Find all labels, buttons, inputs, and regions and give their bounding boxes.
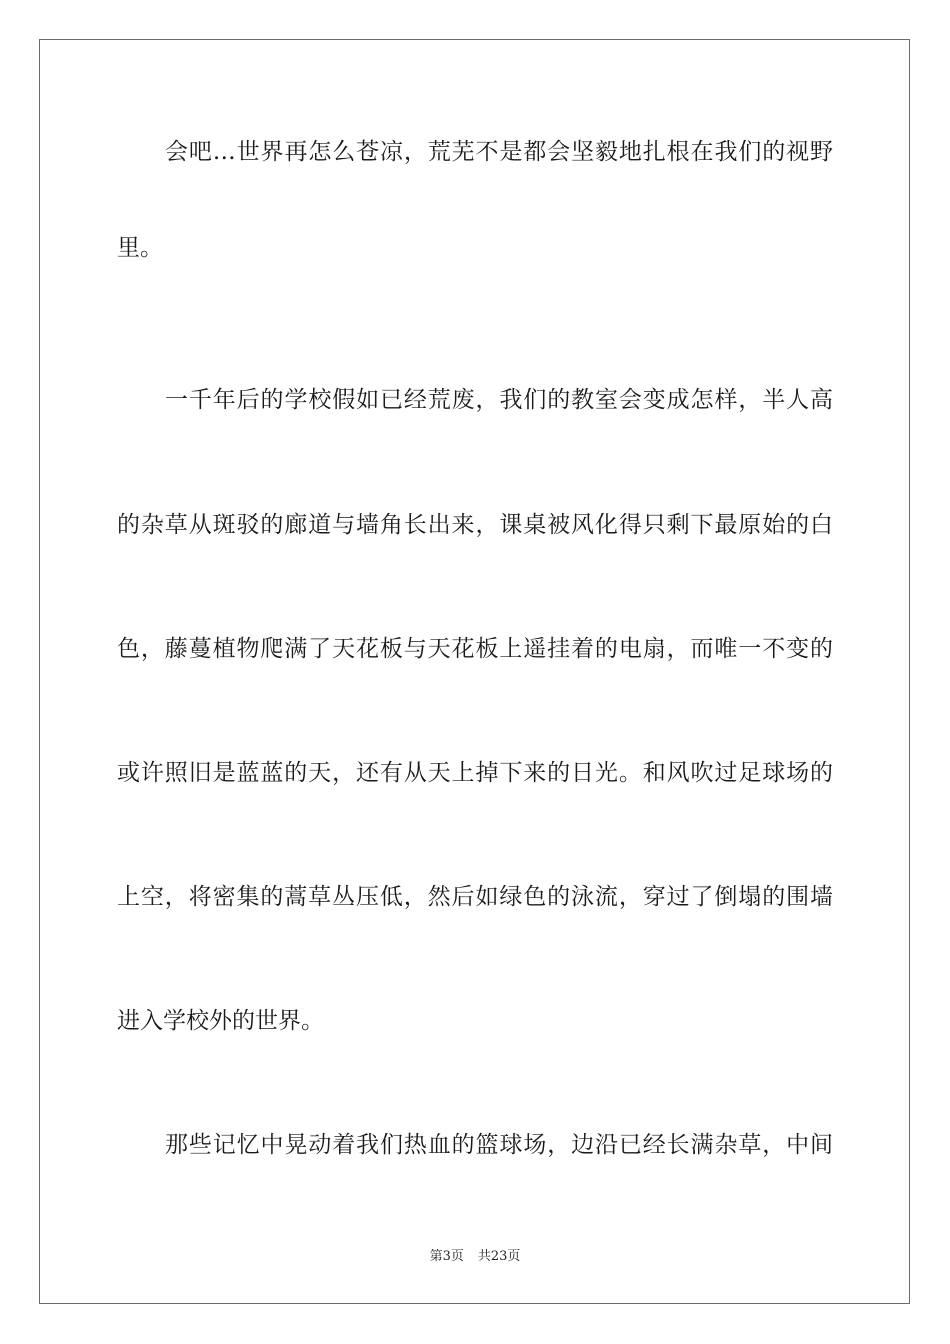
- paragraph-line: 色，藤蔓植物爬满了天花板与天花板上遥挂着的电扇，而唯一不变的: [117, 636, 833, 662]
- paragraph-line: 或许照旧是蓝蓝的天，还有从天上掉下来的日光。和风吹过足球场的: [117, 760, 833, 786]
- page-footer: [0, 1248, 950, 1266]
- paragraph-line: 那些记忆中晃动着我们热血的篮球场，边沿已经长满杂草，中间: [165, 1132, 833, 1158]
- page-number: 第3页: [429, 1249, 464, 1264]
- page-border: [39, 39, 910, 1304]
- page-total: 共23页: [477, 1249, 521, 1264]
- paragraph-line: 一千年后的学校假如已经荒废，我们的教室会变成怎样，半人高: [165, 387, 833, 413]
- paragraph-line: 里。: [117, 235, 163, 261]
- paragraph-line: 上空，将密集的蒿草丛压低，然后如绿色的泳流，穿过了倒塌的围墙: [117, 884, 833, 910]
- paragraph-line: 的杂草从斑驳的廊道与墙角长出来，课桌被风化得只剩下最原始的白: [117, 512, 833, 538]
- paragraph-line: 进入学校外的世界。: [117, 1008, 324, 1034]
- paragraph-line: 会吧…世界再怎么苍凉，荒芜不是都会坚毅地扎根在我们的视野: [165, 139, 833, 165]
